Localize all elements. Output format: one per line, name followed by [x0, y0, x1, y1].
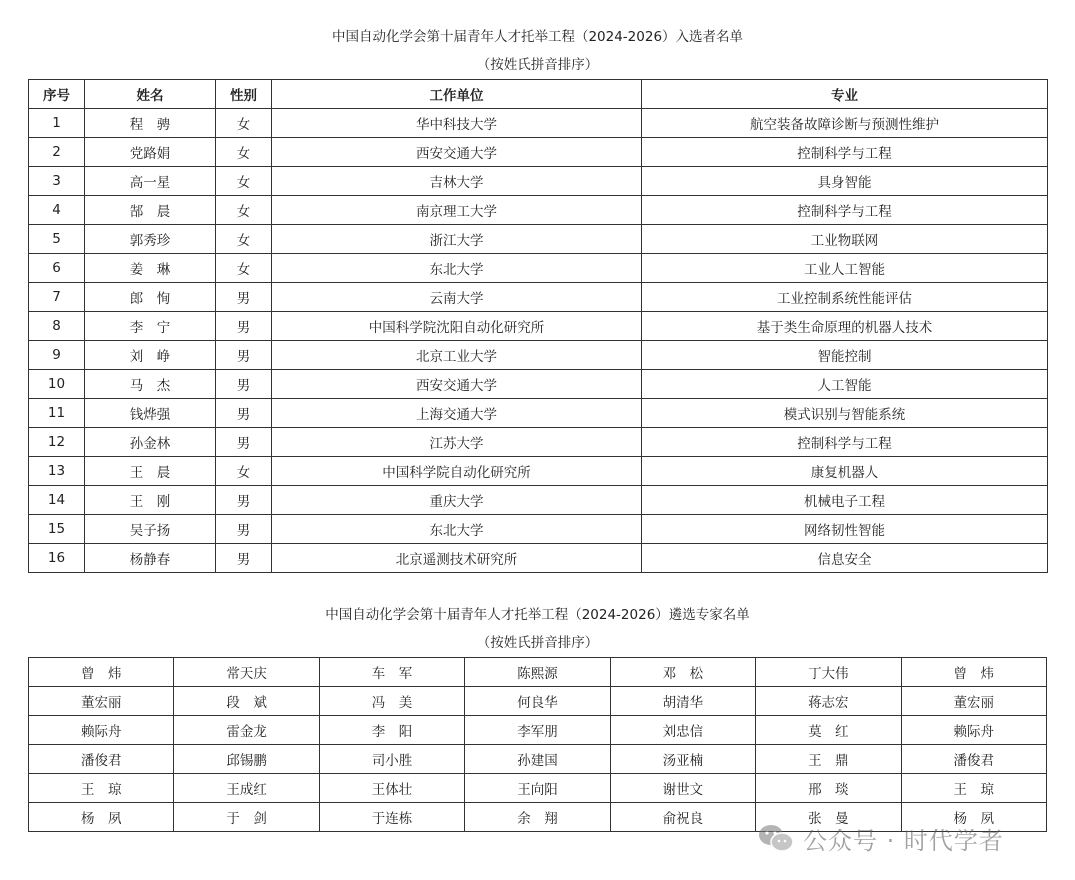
header-name: 姓名 [85, 80, 216, 109]
cell-name: 党路娟 [85, 138, 216, 167]
table-row [29, 341, 1048, 370]
cell-index: 16 [29, 544, 85, 573]
cell-specialty: 航空装备故障诊断与预测性维护 [642, 109, 1048, 138]
expert-name-cell: 王 琼 [29, 774, 174, 803]
cell-name: 程 骋 [85, 109, 216, 138]
expert-name-cell: 蒋志宏 [756, 687, 901, 716]
selectees-table [28, 79, 1048, 573]
cell-specialty: 工业控制系统性能评估 [642, 283, 1048, 312]
cell-index: 14 [29, 486, 85, 515]
cell-affiliation: 东北大学 [272, 254, 642, 283]
cell-name: 杨静春 [85, 544, 216, 573]
expert-name-cell: 于连栋 [319, 803, 464, 832]
cell-specialty: 网络韧性智能 [642, 515, 1048, 544]
cell-specialty: 工业物联网 [642, 225, 1048, 254]
cell-name: 郭秀珍 [85, 225, 216, 254]
expert-name-cell: 张 曼 [756, 803, 901, 832]
cell-gender: 男 [216, 283, 272, 312]
table-row [29, 138, 1048, 167]
cell-gender: 男 [216, 428, 272, 457]
watermark [757, 818, 1004, 858]
table-row [29, 283, 1048, 312]
list1-title: 中国自动化学会第十届青年人才托举工程（2024-2026）入选者名单 [331, 29, 744, 45]
cell-name: 刘 峥 [85, 341, 216, 370]
cell-index: 2 [29, 138, 85, 167]
expert-name-cell: 赖际舟 [901, 716, 1046, 745]
cell-affiliation: 南京理工大学 [272, 196, 642, 225]
table-row [29, 745, 1047, 774]
cell-specialty: 控制科学与工程 [642, 196, 1048, 225]
cell-gender: 女 [216, 167, 272, 196]
expert-name-cell: 何良华 [465, 687, 610, 716]
cell-specialty: 智能控制 [642, 341, 1048, 370]
expert-name-cell: 常天庆 [174, 658, 319, 687]
cell-index: 10 [29, 370, 85, 399]
cell-name: 姜 琳 [85, 254, 216, 283]
expert-name-cell: 邢 琰 [756, 774, 901, 803]
expert-name-cell: 于 剑 [174, 803, 319, 832]
expert-name-cell: 李 阳 [319, 716, 464, 745]
cell-specialty: 机械电子工程 [642, 486, 1048, 515]
expert-name-cell: 雷金龙 [174, 716, 319, 745]
expert-name-cell: 冯 美 [319, 687, 464, 716]
cell-index: 1 [29, 109, 85, 138]
watermark-text: 公众号 · 时代学者 [803, 826, 1004, 855]
expert-name-cell: 潘俊君 [901, 745, 1046, 774]
cell-specialty: 人工智能 [642, 370, 1048, 399]
table-row [29, 658, 1047, 687]
expert-name-cell: 司小胜 [319, 745, 464, 774]
cell-gender: 女 [216, 225, 272, 254]
table-row [29, 254, 1048, 283]
list1-subtitle: （按姓氏拼音排序） [476, 57, 599, 73]
expert-name-cell: 董宏丽 [29, 687, 174, 716]
table-row [29, 399, 1048, 428]
expert-name-cell: 王体壮 [319, 774, 464, 803]
cell-index: 11 [29, 399, 85, 428]
header-affiliation: 工作单位 [272, 80, 642, 109]
cell-affiliation: 江苏大学 [272, 428, 642, 457]
cell-affiliation: 西安交通大学 [272, 138, 642, 167]
cell-index: 9 [29, 341, 85, 370]
expert-name-cell: 王向阳 [465, 774, 610, 803]
expert-name-cell: 汤亚楠 [610, 745, 755, 774]
cell-name: 钱烨强 [85, 399, 216, 428]
expert-name-cell: 胡清华 [610, 687, 755, 716]
cell-specialty: 控制科学与工程 [642, 428, 1048, 457]
cell-gender: 男 [216, 399, 272, 428]
table-row [29, 167, 1048, 196]
cell-name: 王 晨 [85, 457, 216, 486]
expert-name-cell: 曾 炜 [29, 658, 174, 687]
expert-name-cell: 王 鼎 [756, 745, 901, 774]
expert-name-cell: 丁大伟 [756, 658, 901, 687]
list2-title: 中国自动化学会第十届青年人才托举工程（2024-2026）遴选专家名单 [325, 607, 750, 623]
cell-index: 12 [29, 428, 85, 457]
expert-name-cell: 杨 夙 [29, 803, 174, 832]
cell-affiliation: 中国科学院沈阳自动化研究所 [272, 312, 642, 341]
table-row [29, 312, 1048, 341]
cell-affiliation: 浙江大学 [272, 225, 642, 254]
cell-name: 郎 恂 [85, 283, 216, 312]
table-row [29, 774, 1047, 803]
wechat-icon [757, 822, 795, 854]
table-row [29, 225, 1048, 254]
cell-affiliation: 北京工业大学 [272, 341, 642, 370]
expert-name-cell: 段 斌 [174, 687, 319, 716]
cell-gender: 男 [216, 515, 272, 544]
cell-specialty: 基于类生命原理的机器人技术 [642, 312, 1048, 341]
cell-gender: 女 [216, 196, 272, 225]
table-row [29, 544, 1048, 573]
cell-gender: 男 [216, 341, 272, 370]
cell-affiliation: 中国科学院自动化研究所 [272, 457, 642, 486]
expert-name-cell: 邱锡鹏 [174, 745, 319, 774]
expert-name-cell: 李军朋 [465, 716, 610, 745]
cell-index: 7 [29, 283, 85, 312]
expert-name-cell: 王成红 [174, 774, 319, 803]
expert-name-cell: 赖际舟 [29, 716, 174, 745]
cell-specialty: 模式识别与智能系统 [642, 399, 1048, 428]
expert-name-cell: 潘俊君 [29, 745, 174, 774]
cell-specialty: 康复机器人 [642, 457, 1048, 486]
expert-name-cell: 俞祝良 [610, 803, 755, 832]
cell-affiliation: 吉林大学 [272, 167, 642, 196]
expert-name-cell: 谢世文 [610, 774, 755, 803]
expert-name-cell: 王 琼 [901, 774, 1046, 803]
table-row [29, 428, 1048, 457]
cell-affiliation: 北京遥测技术研究所 [272, 544, 642, 573]
cell-name: 马 杰 [85, 370, 216, 399]
table-row [29, 515, 1048, 544]
cell-gender: 女 [216, 254, 272, 283]
cell-affiliation: 华中科技大学 [272, 109, 642, 138]
expert-name-cell: 曾 炜 [901, 658, 1046, 687]
cell-index: 8 [29, 312, 85, 341]
cell-gender: 男 [216, 486, 272, 515]
cell-gender: 女 [216, 109, 272, 138]
cell-gender: 男 [216, 312, 272, 341]
cell-affiliation: 东北大学 [272, 515, 642, 544]
expert-name-cell: 陈熙源 [465, 658, 610, 687]
table-row [29, 457, 1048, 486]
cell-name: 吴子扬 [85, 515, 216, 544]
expert-name-cell: 董宏丽 [901, 687, 1046, 716]
cell-affiliation: 上海交通大学 [272, 399, 642, 428]
expert-name-cell: 余 翔 [465, 803, 610, 832]
experts-table [28, 657, 1047, 832]
cell-index: 15 [29, 515, 85, 544]
table-row [29, 196, 1048, 225]
list2-subtitle: （按姓氏拼音排序） [476, 635, 599, 651]
table-row [29, 370, 1048, 399]
cell-affiliation: 西安交通大学 [272, 370, 642, 399]
cell-affiliation: 重庆大学 [272, 486, 642, 515]
cell-specialty: 控制科学与工程 [642, 138, 1048, 167]
expert-name-cell: 刘忠信 [610, 716, 755, 745]
cell-affiliation: 云南大学 [272, 283, 642, 312]
cell-gender: 女 [216, 457, 272, 486]
cell-name: 郜 晨 [85, 196, 216, 225]
cell-index: 4 [29, 196, 85, 225]
table-row [29, 486, 1048, 515]
cell-gender: 男 [216, 370, 272, 399]
cell-gender: 男 [216, 544, 272, 573]
expert-name-cell: 莫 红 [756, 716, 901, 745]
header-specialty: 专业 [642, 80, 1048, 109]
cell-index: 3 [29, 167, 85, 196]
table-row [29, 716, 1047, 745]
cell-name: 高一星 [85, 167, 216, 196]
cell-gender: 女 [216, 138, 272, 167]
cell-index: 5 [29, 225, 85, 254]
cell-name: 李 宁 [85, 312, 216, 341]
table-row [29, 109, 1048, 138]
cell-name: 孙金林 [85, 428, 216, 457]
expert-name-cell: 车 军 [319, 658, 464, 687]
table-header-row [29, 80, 1048, 109]
cell-name: 王 刚 [85, 486, 216, 515]
header-index: 序号 [29, 80, 85, 109]
expert-name-cell: 邓 松 [610, 658, 755, 687]
cell-specialty: 工业人工智能 [642, 254, 1048, 283]
expert-name-cell: 孙建国 [465, 745, 610, 774]
header-gender: 性别 [216, 80, 272, 109]
cell-specialty: 具身智能 [642, 167, 1048, 196]
table-row [29, 687, 1047, 716]
expert-name-cell: 杨 夙 [901, 803, 1046, 832]
cell-specialty: 信息安全 [642, 544, 1048, 573]
cell-index: 13 [29, 457, 85, 486]
cell-index: 6 [29, 254, 85, 283]
